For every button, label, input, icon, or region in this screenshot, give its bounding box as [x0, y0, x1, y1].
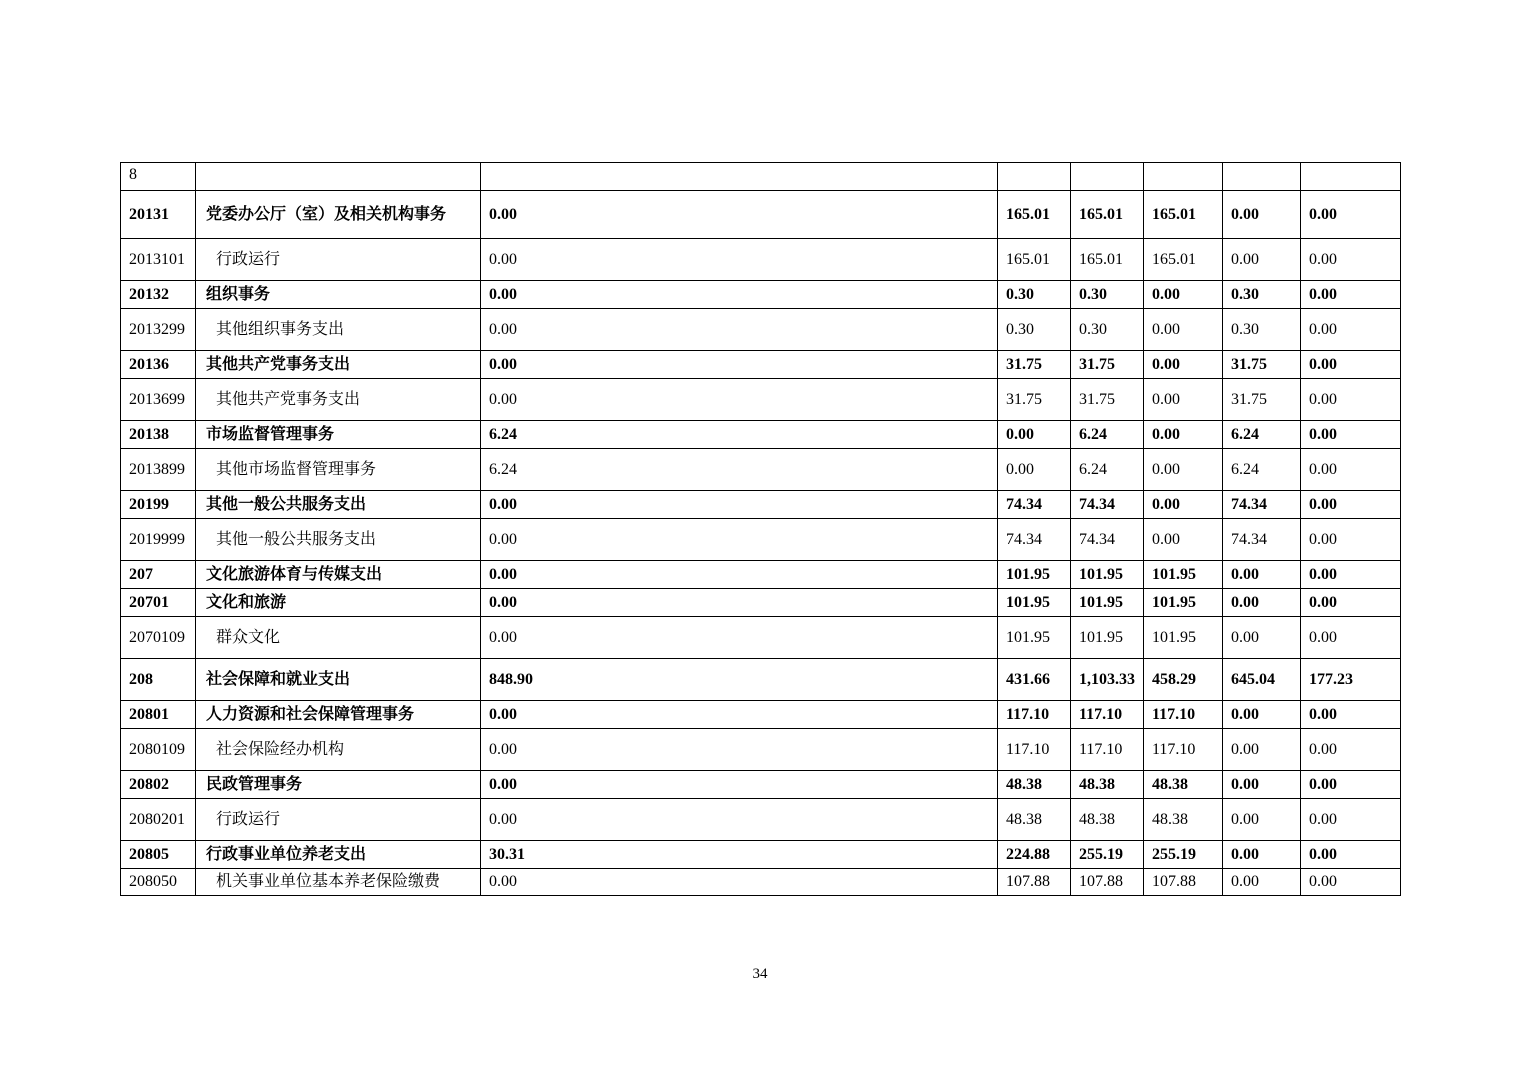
table-body: [121, 163, 1401, 896]
row-col1-value: 0.00: [481, 869, 998, 896]
row-col6-value: 0.00: [1301, 309, 1401, 351]
row-code: 8: [121, 163, 196, 191]
row-col2-value: 431.66: [998, 659, 1071, 701]
row-code: 207: [121, 561, 196, 589]
row-col4-value: 48.38: [1144, 799, 1223, 841]
row-col5-value: [1223, 163, 1301, 191]
row-col2-value: 74.34: [998, 519, 1071, 561]
row-col4-value: 48.38: [1144, 771, 1223, 799]
table-row: [121, 701, 1401, 729]
row-col5-value: 0.00: [1223, 729, 1301, 771]
row-name: 其他组织事务支出: [196, 309, 481, 351]
row-col3-value: 0.30: [1071, 309, 1144, 351]
row-col1-value: 0.00: [481, 281, 998, 309]
row-col5-value: 74.34: [1223, 519, 1301, 561]
row-col5-value: 0.00: [1223, 771, 1301, 799]
row-col6-value: 0.00: [1301, 701, 1401, 729]
row-col6-value: 177.23: [1301, 659, 1401, 701]
row-col3-value: 101.95: [1071, 561, 1144, 589]
row-col3-value: 165.01: [1071, 239, 1144, 281]
row-name: 行政事业单位养老支出: [196, 841, 481, 869]
row-code: 2013101: [121, 239, 196, 281]
row-col2-value: 31.75: [998, 379, 1071, 421]
row-col3-value: 6.24: [1071, 421, 1144, 449]
row-col4-value: [1144, 163, 1223, 191]
table-row: [121, 449, 1401, 491]
row-col5-value: 0.00: [1223, 589, 1301, 617]
row-col1-value: 30.31: [481, 841, 998, 869]
row-col4-value: 0.00: [1144, 491, 1223, 519]
row-col4-value: 165.01: [1144, 239, 1223, 281]
row-col2-value: 0.30: [998, 309, 1071, 351]
row-col2-value: 224.88: [998, 841, 1071, 869]
row-col6-value: 0.00: [1301, 379, 1401, 421]
row-col6-value: 0.00: [1301, 771, 1401, 799]
row-col1-value: 0.00: [481, 239, 998, 281]
row-col1-value: 0.00: [481, 191, 998, 239]
row-col1-value: 0.00: [481, 771, 998, 799]
row-col4-value: 165.01: [1144, 191, 1223, 239]
row-code: 2070109: [121, 617, 196, 659]
row-col4-value: 0.00: [1144, 351, 1223, 379]
row-col3-value: 0.30: [1071, 281, 1144, 309]
row-code: 2013699: [121, 379, 196, 421]
table-row: [121, 841, 1401, 869]
row-col5-value: 31.75: [1223, 351, 1301, 379]
row-col6-value: 0.00: [1301, 491, 1401, 519]
row-name: 机关事业单位基本养老保险缴费: [196, 869, 481, 896]
row-col1-value: 0.00: [481, 309, 998, 351]
row-col5-value: 0.00: [1223, 701, 1301, 729]
row-col5-value: 6.24: [1223, 449, 1301, 491]
row-code: 2013299: [121, 309, 196, 351]
row-col6-value: 0.00: [1301, 841, 1401, 869]
table-row: [121, 281, 1401, 309]
row-col4-value: 117.10: [1144, 729, 1223, 771]
row-name: 行政运行: [196, 799, 481, 841]
row-col3-value: 74.34: [1071, 519, 1144, 561]
row-col6-value: [1301, 163, 1401, 191]
table-row: [121, 309, 1401, 351]
row-name: 市场监督管理事务: [196, 421, 481, 449]
row-col4-value: 0.00: [1144, 519, 1223, 561]
row-col2-value: 0.30: [998, 281, 1071, 309]
table-row: [121, 519, 1401, 561]
table-row: [121, 351, 1401, 379]
row-col4-value: 0.00: [1144, 281, 1223, 309]
row-name: 民政管理事务: [196, 771, 481, 799]
table-row: [121, 421, 1401, 449]
row-col6-value: 0.00: [1301, 239, 1401, 281]
row-col3-value: 31.75: [1071, 351, 1144, 379]
row-name: 其他共产党事务支出: [196, 379, 481, 421]
row-col1-value: [481, 163, 998, 191]
row-col6-value: 0.00: [1301, 281, 1401, 309]
row-name: 其他市场监督管理事务: [196, 449, 481, 491]
row-code: 20199: [121, 491, 196, 519]
row-col3-value: 101.95: [1071, 617, 1144, 659]
row-col6-value: 0.00: [1301, 421, 1401, 449]
row-name: 其他一般公共服务支出: [196, 491, 481, 519]
row-name: 组织事务: [196, 281, 481, 309]
row-col5-value: 0.30: [1223, 281, 1301, 309]
row-col3-value: 117.10: [1071, 729, 1144, 771]
row-code: 20136: [121, 351, 196, 379]
row-col6-value: 0.00: [1301, 351, 1401, 379]
row-col2-value: 74.34: [998, 491, 1071, 519]
row-col2-value: [998, 163, 1071, 191]
row-col6-value: 0.00: [1301, 869, 1401, 896]
row-col1-value: 0.00: [481, 491, 998, 519]
table-row: [121, 869, 1401, 896]
row-code: 2080109: [121, 729, 196, 771]
row-code: 208050: [121, 869, 196, 896]
table-row: [121, 239, 1401, 281]
row-code: 20802: [121, 771, 196, 799]
row-col5-value: 0.00: [1223, 239, 1301, 281]
row-col2-value: 31.75: [998, 351, 1071, 379]
row-code: 20138: [121, 421, 196, 449]
row-col3-value: 48.38: [1071, 799, 1144, 841]
row-col6-value: 0.00: [1301, 191, 1401, 239]
row-col3-value: 1,103.33: [1071, 659, 1144, 701]
row-name: 行政运行: [196, 239, 481, 281]
row-col5-value: 6.24: [1223, 421, 1301, 449]
row-col6-value: 0.00: [1301, 729, 1401, 771]
row-col5-value: 0.00: [1223, 617, 1301, 659]
table-row: [121, 379, 1401, 421]
row-col6-value: 0.00: [1301, 589, 1401, 617]
row-code: 2013899: [121, 449, 196, 491]
row-code: 2019999: [121, 519, 196, 561]
row-col1-value: 0.00: [481, 351, 998, 379]
row-col2-value: 101.95: [998, 617, 1071, 659]
row-col3-value: 74.34: [1071, 491, 1144, 519]
row-col6-value: 0.00: [1301, 561, 1401, 589]
row-col1-value: 0.00: [481, 561, 998, 589]
table-row: [121, 617, 1401, 659]
row-col5-value: 31.75: [1223, 379, 1301, 421]
row-name: 社会保障和就业支出: [196, 659, 481, 701]
row-col2-value: 165.01: [998, 239, 1071, 281]
row-col4-value: 101.95: [1144, 589, 1223, 617]
row-col4-value: 458.29: [1144, 659, 1223, 701]
row-col1-value: 0.00: [481, 799, 998, 841]
row-name: 党委办公厅（室）及相关机构事务: [196, 191, 481, 239]
table-row: [121, 589, 1401, 617]
row-col5-value: 0.00: [1223, 561, 1301, 589]
row-col2-value: 101.95: [998, 561, 1071, 589]
row-code: 20131: [121, 191, 196, 239]
row-name: 其他共产党事务支出: [196, 351, 481, 379]
row-col4-value: 117.10: [1144, 701, 1223, 729]
row-col1-value: 0.00: [481, 701, 998, 729]
row-col6-value: 0.00: [1301, 449, 1401, 491]
row-col4-value: 0.00: [1144, 379, 1223, 421]
row-col4-value: 0.00: [1144, 449, 1223, 491]
row-col2-value: 117.10: [998, 729, 1071, 771]
row-code: 20801: [121, 701, 196, 729]
row-col5-value: 74.34: [1223, 491, 1301, 519]
row-name: 社会保险经办机构: [196, 729, 481, 771]
table-row: [121, 659, 1401, 701]
row-col3-value: [1071, 163, 1144, 191]
row-col4-value: 0.00: [1144, 421, 1223, 449]
row-name: 其他一般公共服务支出: [196, 519, 481, 561]
row-col2-value: 101.95: [998, 589, 1071, 617]
table-row: [121, 729, 1401, 771]
table-row: [121, 561, 1401, 589]
row-col1-value: 6.24: [481, 449, 998, 491]
row-col2-value: 48.38: [998, 771, 1071, 799]
row-col2-value: 107.88: [998, 869, 1071, 896]
row-col3-value: 255.19: [1071, 841, 1144, 869]
row-col3-value: 31.75: [1071, 379, 1144, 421]
page-number: 34: [752, 966, 768, 982]
row-col5-value: 0.00: [1223, 191, 1301, 239]
row-name: [196, 163, 481, 191]
row-col5-value: 0.00: [1223, 799, 1301, 841]
row-name: 文化和旅游: [196, 589, 481, 617]
row-col3-value: 107.88: [1071, 869, 1144, 896]
row-col2-value: 0.00: [998, 421, 1071, 449]
budget-expenditure-table: [120, 162, 1401, 896]
row-col4-value: 101.95: [1144, 561, 1223, 589]
row-col5-value: 0.00: [1223, 841, 1301, 869]
row-name: 群众文化: [196, 617, 481, 659]
row-name: 文化旅游体育与传媒支出: [196, 561, 481, 589]
row-col4-value: 107.88: [1144, 869, 1223, 896]
row-code: 208: [121, 659, 196, 701]
row-col1-value: 0.00: [481, 379, 998, 421]
row-col2-value: 165.01: [998, 191, 1071, 239]
row-col3-value: 6.24: [1071, 449, 1144, 491]
row-col5-value: 0.30: [1223, 309, 1301, 351]
row-col4-value: 255.19: [1144, 841, 1223, 869]
row-code: 20132: [121, 281, 196, 309]
row-code: 2080201: [121, 799, 196, 841]
row-col3-value: 117.10: [1071, 701, 1144, 729]
row-col1-value: 848.90: [481, 659, 998, 701]
row-col2-value: 117.10: [998, 701, 1071, 729]
row-col4-value: 101.95: [1144, 617, 1223, 659]
row-col3-value: 48.38: [1071, 771, 1144, 799]
row-code: 20805: [121, 841, 196, 869]
row-col1-value: 0.00: [481, 519, 998, 561]
row-name: 人力资源和社会保障管理事务: [196, 701, 481, 729]
table-row: [121, 491, 1401, 519]
table-row: [121, 191, 1401, 239]
row-col1-value: 0.00: [481, 729, 998, 771]
row-col1-value: 0.00: [481, 617, 998, 659]
table-row: [121, 771, 1401, 799]
row-code: 20701: [121, 589, 196, 617]
row-col3-value: 165.01: [1071, 191, 1144, 239]
table-row: [121, 799, 1401, 841]
row-col6-value: 0.00: [1301, 519, 1401, 561]
row-col2-value: 48.38: [998, 799, 1071, 841]
row-col5-value: 645.04: [1223, 659, 1301, 701]
table-row: [121, 163, 1401, 191]
row-col6-value: 0.00: [1301, 617, 1401, 659]
row-col4-value: 0.00: [1144, 309, 1223, 351]
row-col1-value: 0.00: [481, 589, 998, 617]
row-col2-value: 0.00: [998, 449, 1071, 491]
row-col5-value: 0.00: [1223, 869, 1301, 896]
row-col6-value: 0.00: [1301, 799, 1401, 841]
row-col1-value: 6.24: [481, 421, 998, 449]
row-col3-value: 101.95: [1071, 589, 1144, 617]
